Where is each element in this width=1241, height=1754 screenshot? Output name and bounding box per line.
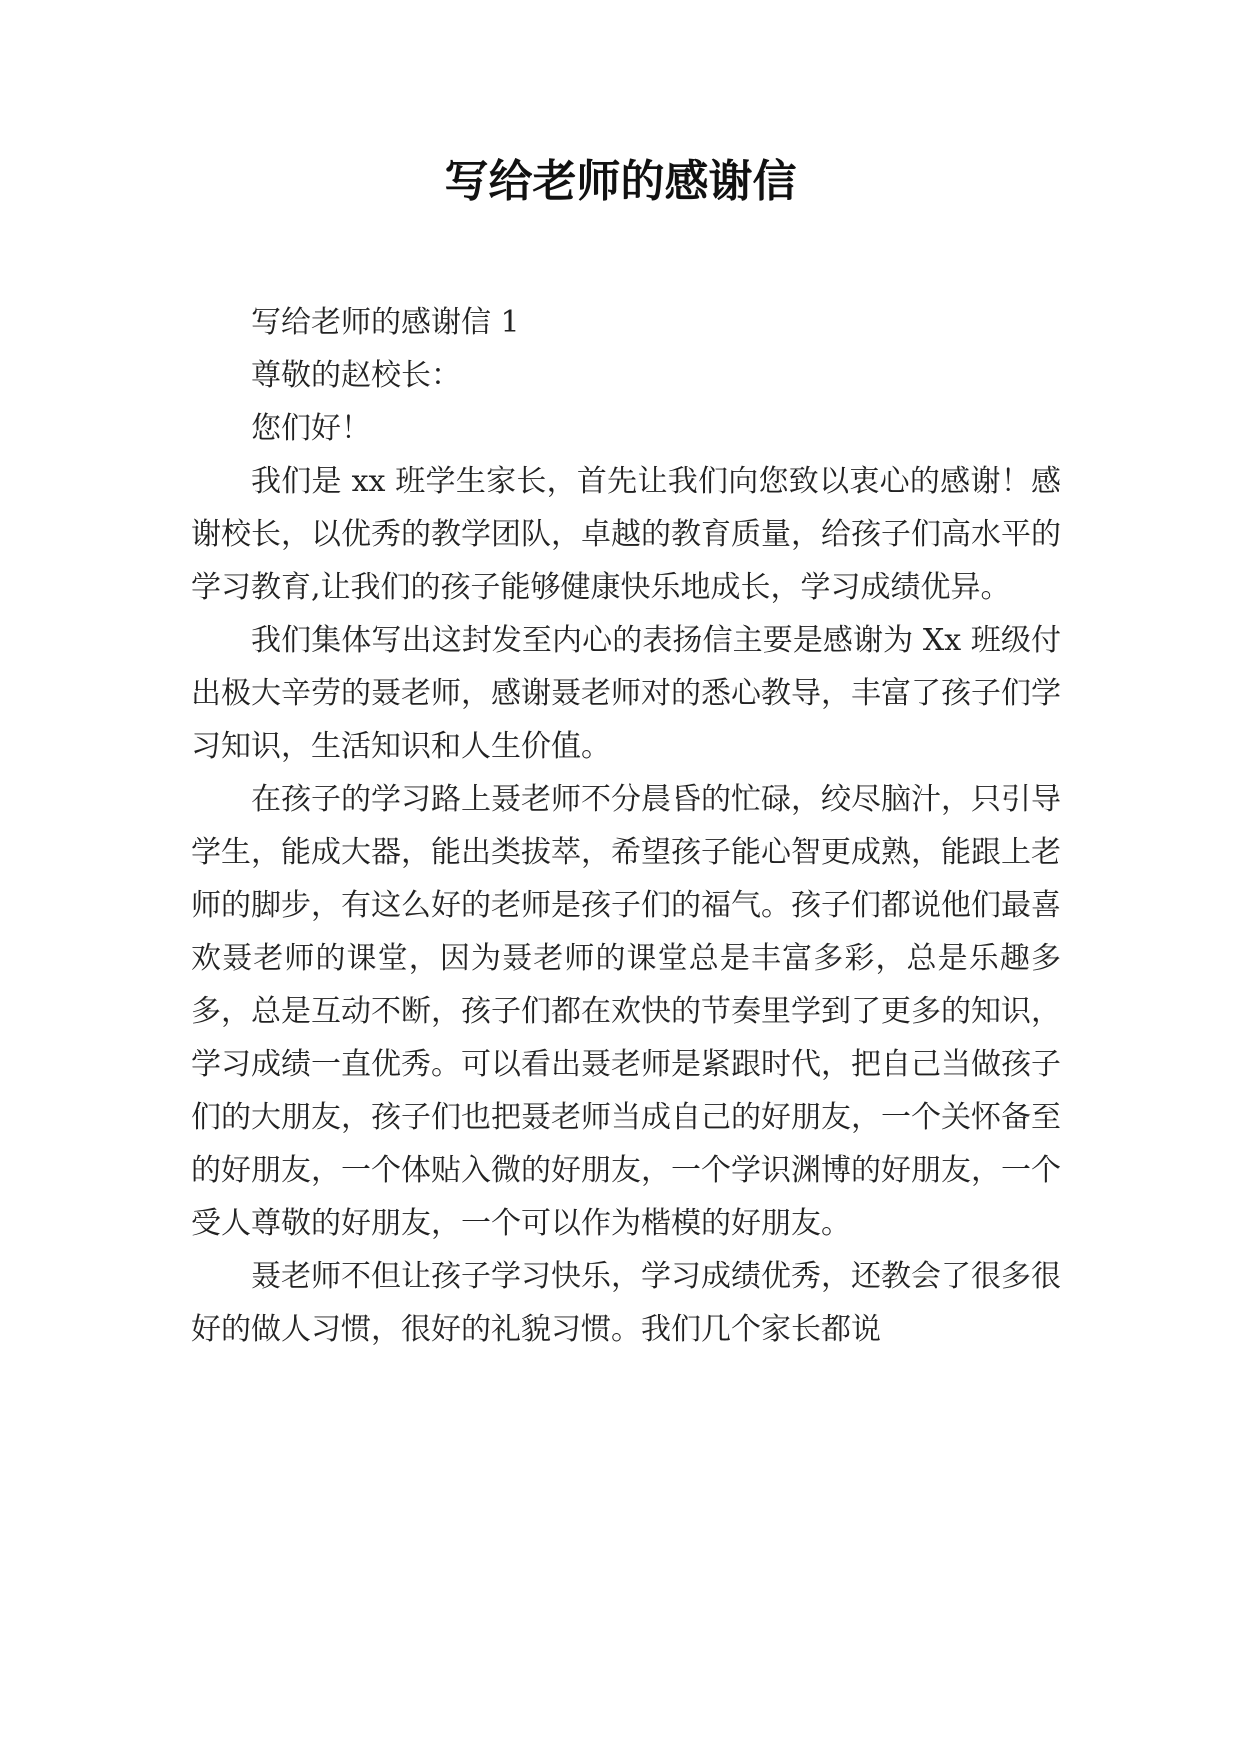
document-body bbox=[191, 296, 1061, 1356]
paragraph: 我们是 xx 班学生家长，首先让我们向您致以衷心的感谢！感谢校长，以优秀的教学团队，卓越的教育质量，给孩子们高水平的学习教育,让我们的孩子能够健康快乐地成长，学习成绩优异。 bbox=[191, 464, 1061, 605]
greeting: 您们好！ bbox=[251, 411, 371, 446]
paragraph: 聂老师不但让孩子学习快乐，学习成绩优秀，还教会了很多很好的做人习惯，很好的礼貌习惯。我们几个家长都说 bbox=[191, 1259, 1061, 1347]
letter-heading: 写给老师的感谢信 1 bbox=[251, 305, 520, 340]
document-title: 写给老师的感谢信 bbox=[444, 156, 797, 207]
paragraph: 在孩子的学习路上聂老师不分晨昏的忙碌，绞尽脑汁，只引导学生，能成大器，能出类拔萃，希望孩子能心智更成熟，能跟上老师的脚步，有这么好的老师是孩子们的福气。孩子们都说他们最喜欢聂老师的课堂，因为聂老师的课堂总是丰富多彩，总是乐趣多多，总是互动不断，孩子们都在欢快的节奏里学到了更多的知识，学习成绩一直优秀。可以看出聂老师是紧跟时代，把自己当做孩子们的大朋友，孩子们也把聂老师当成自己的好朋友，一个关怀备至的好朋友，一个体贴入微的好朋友，一个学识渊博的好朋友，一个受人尊敬的好朋友，一个可以作为楷模的好朋友。 bbox=[191, 782, 1061, 1241]
salutation: 尊敬的赵校长： bbox=[251, 358, 461, 393]
paragraph: 我们集体写出这封发至内心的表扬信主要是感谢为 Xx 班级付出极大辛劳的聂老师，感谢聂老师对的悉心教导，丰富了孩子们学习知识，生活知识和人生价值。 bbox=[191, 623, 1061, 764]
